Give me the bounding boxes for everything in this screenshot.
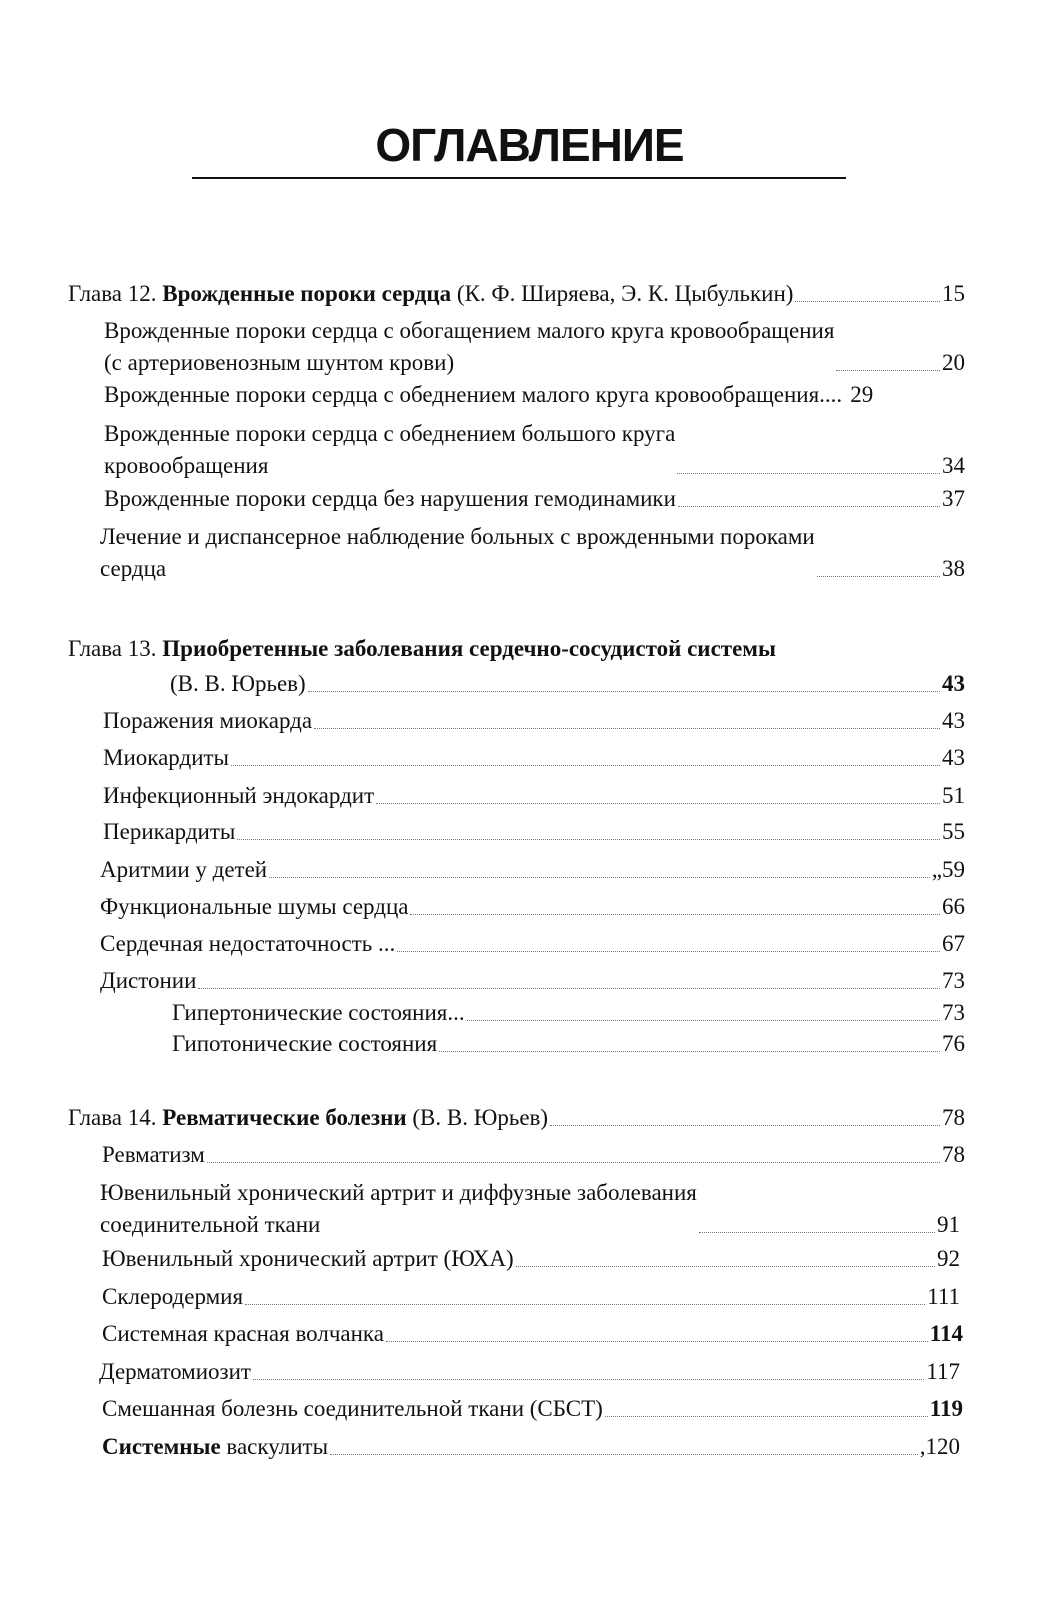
dot-leader — [269, 876, 930, 878]
page-number: 43 — [942, 708, 965, 733]
page-number: 66 — [942, 894, 965, 919]
page-number: 38 — [942, 556, 965, 581]
chapter-authors: (К. Ф. Ширяева, Э. К. Цыбулькин) — [456, 281, 794, 306]
entry-title-line1: Ювенильный хронический артрит и диффузные заболевания — [100, 1180, 697, 1205]
entry-title: Аритмии у детей — [100, 857, 268, 882]
dot-leader — [795, 300, 940, 302]
page-number: 43 — [942, 745, 965, 770]
entry-title: Ревматизм — [102, 1142, 205, 1167]
toc-entry[interactable] — [99, 1356, 960, 1388]
dot-leader — [386, 1340, 928, 1342]
page-number: 91 — [937, 1212, 960, 1237]
entry-title: Функциональные шумы сердца — [100, 894, 409, 919]
toc-entry[interactable] — [100, 891, 965, 923]
entry-title-line1: Лечение и диспансерное наблюдение больных с врожденными пороками — [100, 524, 815, 549]
entry-title: Перикардиты — [103, 819, 236, 844]
page-title: ОГЛАВЛЕНИЕ — [375, 119, 684, 171]
entry-title: Склеродермия — [102, 1284, 244, 1309]
toc-entry[interactable] — [102, 1318, 963, 1350]
entry-title-line2: (с артериовенозным шунтом крови) — [104, 350, 455, 375]
toc-entry[interactable] — [103, 780, 965, 812]
dot-leader — [308, 690, 940, 692]
toc-entry[interactable] — [102, 1243, 960, 1275]
dot-leader — [678, 505, 940, 507]
page-number: „59 — [931, 857, 965, 882]
dot-leader — [410, 913, 940, 915]
page-number: 111 — [927, 1284, 960, 1309]
toc-entry[interactable] — [104, 379, 965, 411]
dot-leader — [699, 1231, 935, 1233]
page-number: 73 — [942, 1000, 965, 1025]
page-number: 119 — [929, 1396, 963, 1421]
toc-entry[interactable] — [103, 742, 965, 774]
entry-title: Сердечная недостаточность ... — [100, 931, 396, 956]
dot-leader — [314, 727, 940, 729]
toc-entry[interactable] — [102, 1393, 963, 1425]
page-number: 37 — [942, 486, 965, 511]
toc-chapter-13-heading[interactable] — [68, 633, 776, 665]
chapter-authors: (В. В. Юрьев) — [170, 671, 306, 696]
dot-leader — [376, 802, 940, 804]
chapter-prefix: Глава 12. — [68, 281, 157, 306]
dot-leader — [245, 1303, 925, 1305]
chapter-title: Приобретенные заболевания сердечно-сосудистой системы — [162, 636, 776, 661]
toc-entry[interactable] — [103, 705, 965, 737]
chapter-authors: (В. В. Юрьев) — [412, 1105, 549, 1130]
entry-title: Системная красная волчанка — [102, 1321, 384, 1346]
page-number: 76 — [942, 1031, 965, 1056]
dot-leader — [439, 1050, 940, 1052]
entry-title-line2: соединительной ткани — [100, 1212, 321, 1237]
page-number: 78 — [942, 1142, 965, 1167]
toc-entry[interactable] — [100, 928, 965, 960]
toc-chapter-12[interactable] — [68, 278, 965, 310]
toc-entry[interactable] — [103, 816, 965, 848]
entry-title: Гипотонические состояния — [172, 1031, 438, 1056]
page-number: 34 — [942, 453, 965, 478]
toc-entry[interactable] — [104, 315, 965, 379]
toc-entry[interactable] — [104, 418, 965, 482]
dot-leader — [605, 1415, 928, 1417]
page-number: 117 — [926, 1359, 960, 1384]
dot-leader — [198, 987, 940, 989]
entry-title: Ювенильный хронический артрит (ЮХА) — [102, 1246, 514, 1271]
dot-leader — [516, 1265, 935, 1267]
entry-title: Врожденные пороки сердца с обеднением малого круга кровообращения.... — [104, 382, 843, 407]
dot-leader — [253, 1378, 924, 1380]
entry-title-line1: Врожденные пороки сердца с обеднением большого круга — [104, 421, 676, 446]
entry-title: Врожденные пороки сердца без нарушения гемодинамики — [104, 486, 676, 511]
entry-title-line1: Врожденные пороки сердца с обогащением малого круга кровообращения — [104, 318, 835, 343]
toc-subentry[interactable] — [172, 1028, 965, 1060]
dot-leader — [677, 472, 940, 474]
entry-title: васкулиты — [226, 1434, 329, 1459]
page-number: 20 — [942, 350, 965, 375]
page-number: 78 — [942, 1105, 965, 1130]
dot-leader — [817, 575, 940, 577]
chapter-prefix: Глава 13. — [68, 636, 157, 661]
entry-title: Дерматомиозит — [99, 1359, 251, 1384]
page-number: 51 — [942, 783, 965, 808]
entry-title: Смешанная болезнь соединительной ткани (СБСТ) — [102, 1396, 603, 1421]
page-number: ,120 — [919, 1434, 960, 1459]
chapter-title: Ревматические болезни — [162, 1105, 407, 1130]
dot-leader — [207, 1161, 940, 1163]
entry-title-bold: Системные — [102, 1434, 221, 1459]
page-number: 43 — [942, 671, 965, 696]
entry-title-line2: кровообращения — [104, 453, 269, 478]
chapter-prefix: Глава 14. — [68, 1105, 157, 1130]
dot-leader — [330, 1453, 918, 1455]
toc-chapter-14[interactable] — [68, 1102, 965, 1134]
page-number: 114 — [929, 1321, 963, 1346]
toc-entry[interactable] — [100, 854, 965, 886]
toc-entry[interactable] — [100, 965, 965, 997]
page-number: 92 — [937, 1246, 960, 1271]
dot-leader — [397, 950, 940, 952]
page-number: 15 — [942, 281, 965, 306]
dot-leader — [467, 1019, 940, 1021]
page-number: 29 — [850, 382, 874, 407]
dot-leader — [550, 1124, 940, 1126]
toc-entry[interactable] — [102, 1431, 960, 1463]
toc-subentry[interactable] — [172, 997, 965, 1029]
toc-entry[interactable] — [102, 1139, 965, 1171]
entry-title: Дистонии — [100, 968, 197, 993]
entry-title: Гипертонические состояния... — [172, 1000, 465, 1025]
chapter-title: Врожденные пороки сердца — [162, 281, 452, 306]
title-rule — [192, 177, 846, 179]
dot-leader — [836, 369, 940, 371]
page-number: 67 — [942, 931, 965, 956]
entry-title: Миокардиты — [103, 745, 230, 770]
toc-entry[interactable] — [102, 1281, 960, 1313]
toc-entry[interactable] — [100, 521, 965, 585]
toc-chapter-13[interactable] — [170, 668, 965, 700]
entry-title: Поражения миокарда — [103, 708, 313, 733]
page-number: 55 — [942, 819, 965, 844]
dot-leader — [237, 838, 940, 840]
entry-title-line2: сердца — [100, 556, 167, 581]
dot-leader — [231, 764, 940, 766]
entry-title: Инфекционный эндокардит — [103, 783, 375, 808]
page-number: 73 — [942, 968, 965, 993]
toc-entry[interactable] — [104, 483, 965, 515]
toc-entry[interactable] — [100, 1177, 960, 1241]
